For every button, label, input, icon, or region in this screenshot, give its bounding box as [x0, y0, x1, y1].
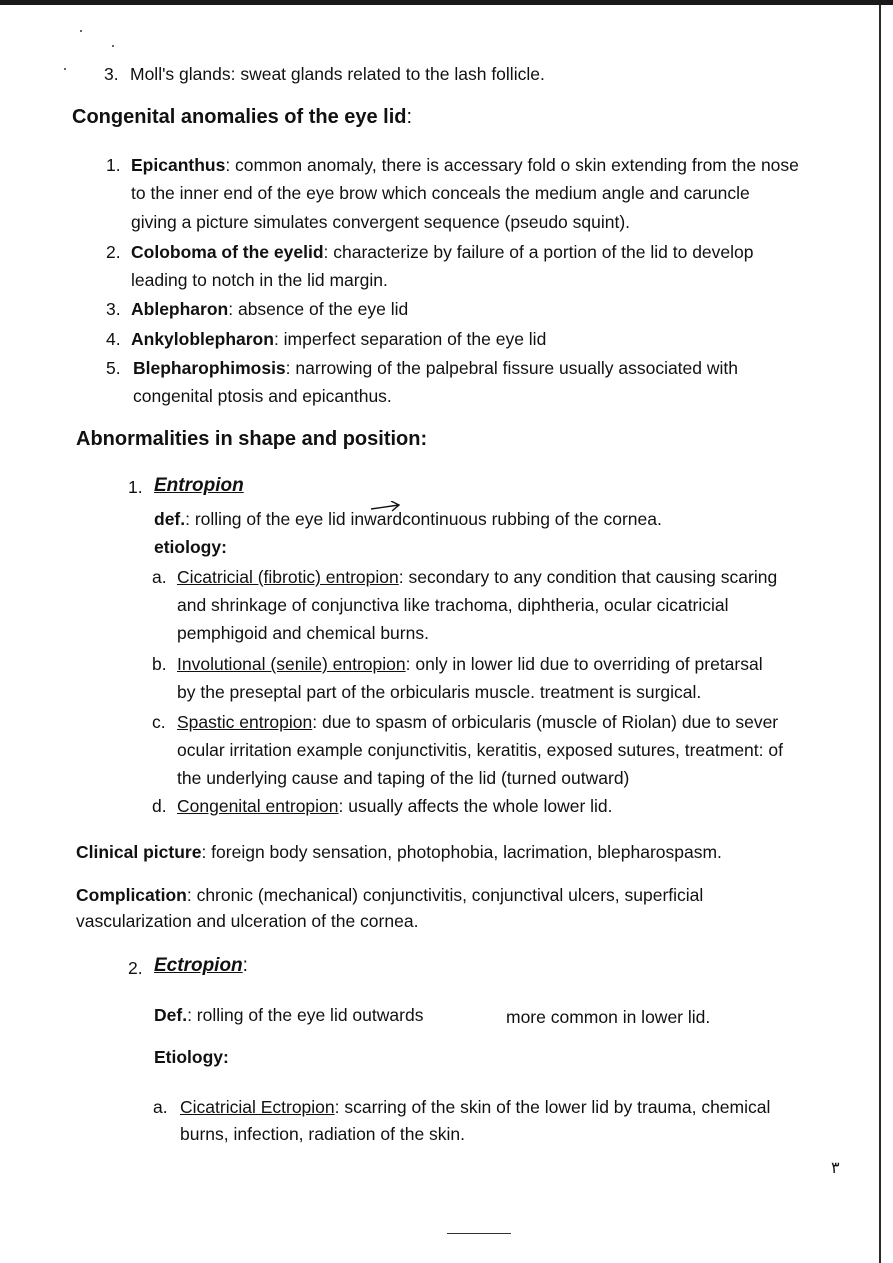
spastic-entropion-line: ocular irritation example conjunctivitis, keratitis, exposed sutures, treatment: of	[177, 740, 783, 760]
list-number: 1.	[106, 155, 121, 175]
epicanthus-line: to the inner end of the eye brow which conceals the medium angle and caruncle	[131, 183, 750, 203]
cicatricial-entropion-line: pemphigoid and chemical burns.	[177, 623, 429, 643]
list-number: 3.	[104, 64, 119, 84]
scan-speck	[64, 68, 66, 70]
involutional-entropion-line: Involutional (senile) entropion: only in lower lid due to overriding of pretarsal	[177, 654, 763, 674]
list-number: 5.	[106, 358, 121, 378]
blepharophimosis-line: Blepharophimosis: narrowing of the palpebral fissure usually associated with	[133, 358, 738, 378]
list-letter: b.	[152, 654, 167, 674]
cicatricial-ectropion-line: Cicatricial Ectropion: scarring of the skin of the lower lid by trauma, chemical	[180, 1097, 771, 1117]
spastic-entropion-line: the underlying cause and taping of the lid (turned outward)	[177, 768, 630, 788]
scan-border-top	[0, 0, 893, 5]
spastic-entropion-line: Spastic entropion: due to spasm of orbicularis (muscle of Riolan) due to sever	[177, 712, 779, 732]
list-letter: a.	[153, 1097, 168, 1117]
entropion-definition: def.: rolling of the eye lid inward continuous rubbing of the cornea.	[154, 509, 662, 530]
scan-speck	[80, 30, 82, 32]
ankyloblepharon-line: Ankyloblepharon: imperfect separation of the eye lid	[131, 329, 547, 349]
blepharophimosis-line: congenital ptosis and epicanthus.	[133, 386, 392, 406]
cicatricial-entropion-line: Cicatricial (fibrotic) entropion: secondary to any condition that causing scaring	[177, 567, 778, 587]
scan-speck	[112, 45, 114, 47]
list-number: 4.	[106, 329, 121, 349]
coloboma-line: Coloboma of the eyelid: characterize by failure of a portion of the lid to develop	[131, 242, 754, 262]
epicanthus-line: giving a picture simulates convergent sequence (pseudo squint).	[131, 212, 631, 232]
congenital-entropion-line: Congenital entropion: usually affects the whole lower lid.	[177, 796, 613, 816]
clinical-picture-paragraph: Clinical picture: foreign body sensation, photophobia, lacrimation, blepharospasm.	[76, 842, 722, 862]
list-number: 2.	[106, 242, 121, 262]
ablepharon-line: Ablepharon: absence of the eye lid	[131, 299, 409, 319]
list-number: 1.	[128, 477, 143, 497]
list-number: 2.	[128, 958, 143, 978]
list-number: 3.	[106, 299, 121, 319]
arrow-over-d: d	[392, 509, 402, 529]
cicatricial-entropion-line: and shrinkage of conjunctiva like trachoma, diphtheria, ocular cicatricial	[177, 595, 729, 615]
complication-paragraph: Complication: chronic (mechanical) conjunctivitis, conjunctival ulcers, superficial	[76, 885, 704, 905]
scan-border-right	[879, 5, 881, 1263]
cicatricial-ectropion-line: burns, infection, radiation of the skin.	[180, 1124, 466, 1144]
footer-divider	[447, 1233, 511, 1234]
page-number: ٣	[831, 1158, 840, 1177]
involutional-entropion-line: by the preseptal part of the orbicularis muscle. treatment is surgical.	[177, 682, 702, 702]
entropion-title: Entropion	[154, 475, 244, 496]
coloboma-line: leading to notch in the lid margin.	[131, 270, 388, 290]
ectropion-definition-right: more common in lower lid.	[506, 1007, 711, 1027]
list-letter: c.	[152, 712, 166, 732]
ectropion-etiology-label: Etiology:	[154, 1047, 229, 1067]
list-letter: d.	[152, 796, 167, 816]
entropion-etiology-label: etiology:	[154, 537, 227, 557]
ectropion-definition: Def.: rolling of the eye lid outwards	[154, 1005, 424, 1025]
moll-glands-text: Moll's glands: sweat glands related to the lash follicle.	[130, 64, 545, 84]
congenital-heading: Congenital anomalies of the eye lid:	[72, 106, 413, 128]
epicanthus-line: Epicanthus: common anomaly, there is accessary fold o skin extending from the nose	[131, 155, 799, 175]
ectropion-title: Ectropion:	[154, 955, 248, 976]
list-letter: a.	[152, 567, 167, 587]
right-arrow-icon	[370, 501, 402, 515]
complication-paragraph-cont: vascularization and ulceration of the cornea.	[76, 911, 419, 931]
abnormalities-heading: Abnormalities in shape and position:	[76, 428, 428, 450]
